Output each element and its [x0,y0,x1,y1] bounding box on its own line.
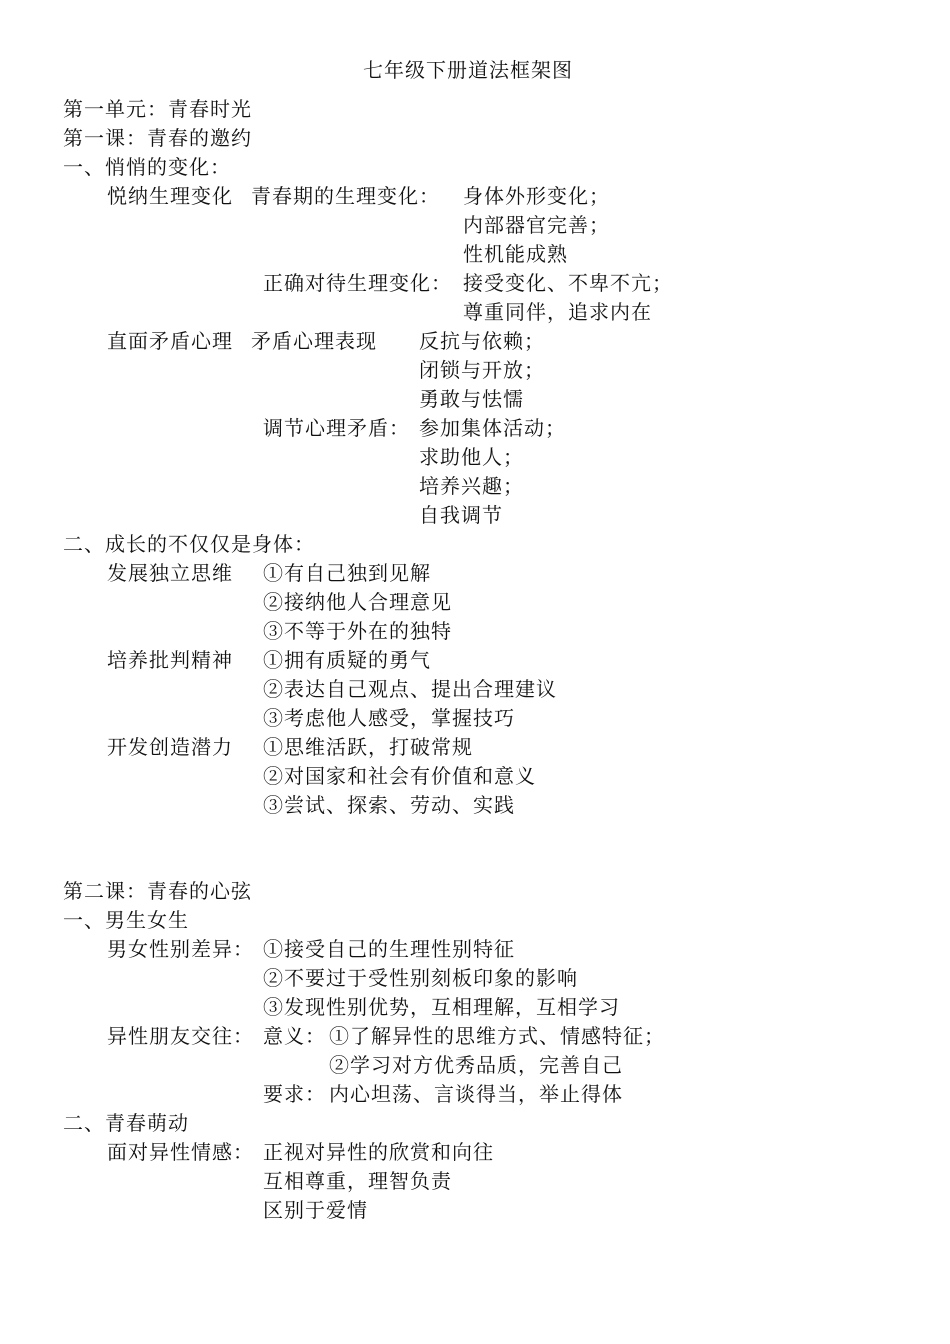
list-item: 身体外形变化； [463,184,610,208]
list-item: ①接受自己的生理性别特征 [263,937,515,961]
list-item: ③发现性别优势，互相理解，互相学习 [263,995,620,1019]
lesson-2-section-1-heading: 一、男生女生 [63,908,189,932]
page-title: 七年级下册道法框架图 [363,58,573,82]
list-item: 内部器官完善； [463,213,610,237]
topic-label: 面对异性情感： [107,1140,254,1164]
list-item: ②学习对方优秀品质，完善自己 [329,1053,623,1077]
topic-label: 异性朋友交往： [107,1024,254,1048]
list-item: 性机能成熟 [463,242,568,266]
unit-heading: 第一单元：青春时光 [63,97,252,121]
subtopic-label: 正确对待生理变化： [263,271,452,295]
list-item: ①有自己独到见解 [263,561,431,585]
list-item: ①思维活跃，打破常规 [263,735,473,759]
list-item: 内心坦荡、言谈得当，举止得体 [329,1082,623,1106]
list-item: 正视对异性的欣赏和向往 [263,1140,494,1164]
list-item: ②对国家和社会有价值和意义 [263,764,536,788]
lesson-1-section-1-heading: 一、悄悄的变化： [63,155,231,179]
list-item: ②不要过于受性别刻板印象的影响 [263,966,578,990]
topic-label: 男女性别差异： [107,937,254,961]
list-item: ③尝试、探索、劳动、实践 [263,793,515,817]
subtopic-label: 要求： [263,1082,326,1106]
subtopic-label: 矛盾心理表现 [251,329,377,353]
topic-label: 开发创造潜力 [107,735,233,759]
lesson-2-section-2-heading: 二、青春萌动 [63,1111,189,1135]
list-item: 互相尊重，理智负责 [263,1169,452,1193]
list-item: ②表达自己观点、提出合理建议 [263,677,557,701]
list-item: 培养兴趣； [419,474,524,498]
list-item: ①了解异性的思维方式、情感特征； [329,1024,665,1048]
list-item: 参加集体活动； [419,416,566,440]
list-item: ③不等于外在的独特 [263,619,452,643]
list-item: ③考虑他人感受，掌握技巧 [263,706,515,730]
topic-label: 直面矛盾心理 [107,329,233,353]
list-item: 尊重同伴，追求内在 [463,300,652,324]
topic-label: 发展独立思维 [107,561,233,585]
subtopic-label: 调节心理矛盾： [263,416,410,440]
list-item: 自我调节 [419,503,503,527]
list-item: 反抗与依赖； [419,329,545,353]
list-item: 闭锁与开放； [419,358,545,382]
list-item: ①拥有质疑的勇气 [263,648,431,672]
subtopic-label: 意义： [263,1024,326,1048]
lesson-1-section-2-heading: 二、成长的不仅仅是身体： [63,532,315,556]
list-item: 求助他人； [419,445,524,469]
topic-label: 悦纳生理变化 [107,184,233,208]
list-item: 接受变化、不卑不亢； [463,271,673,295]
list-item: 勇敢与怯懦 [419,387,524,411]
list-item: ②接纳他人合理意见 [263,590,452,614]
lesson-1-title: 第一课：青春的邀约 [63,126,252,150]
lesson-2-title: 第二课：青春的心弦 [63,879,252,903]
list-item: 区别于爱情 [263,1198,368,1222]
topic-label: 培养批判精神 [107,648,233,672]
subtopic-label: 青春期的生理变化： [251,184,440,208]
